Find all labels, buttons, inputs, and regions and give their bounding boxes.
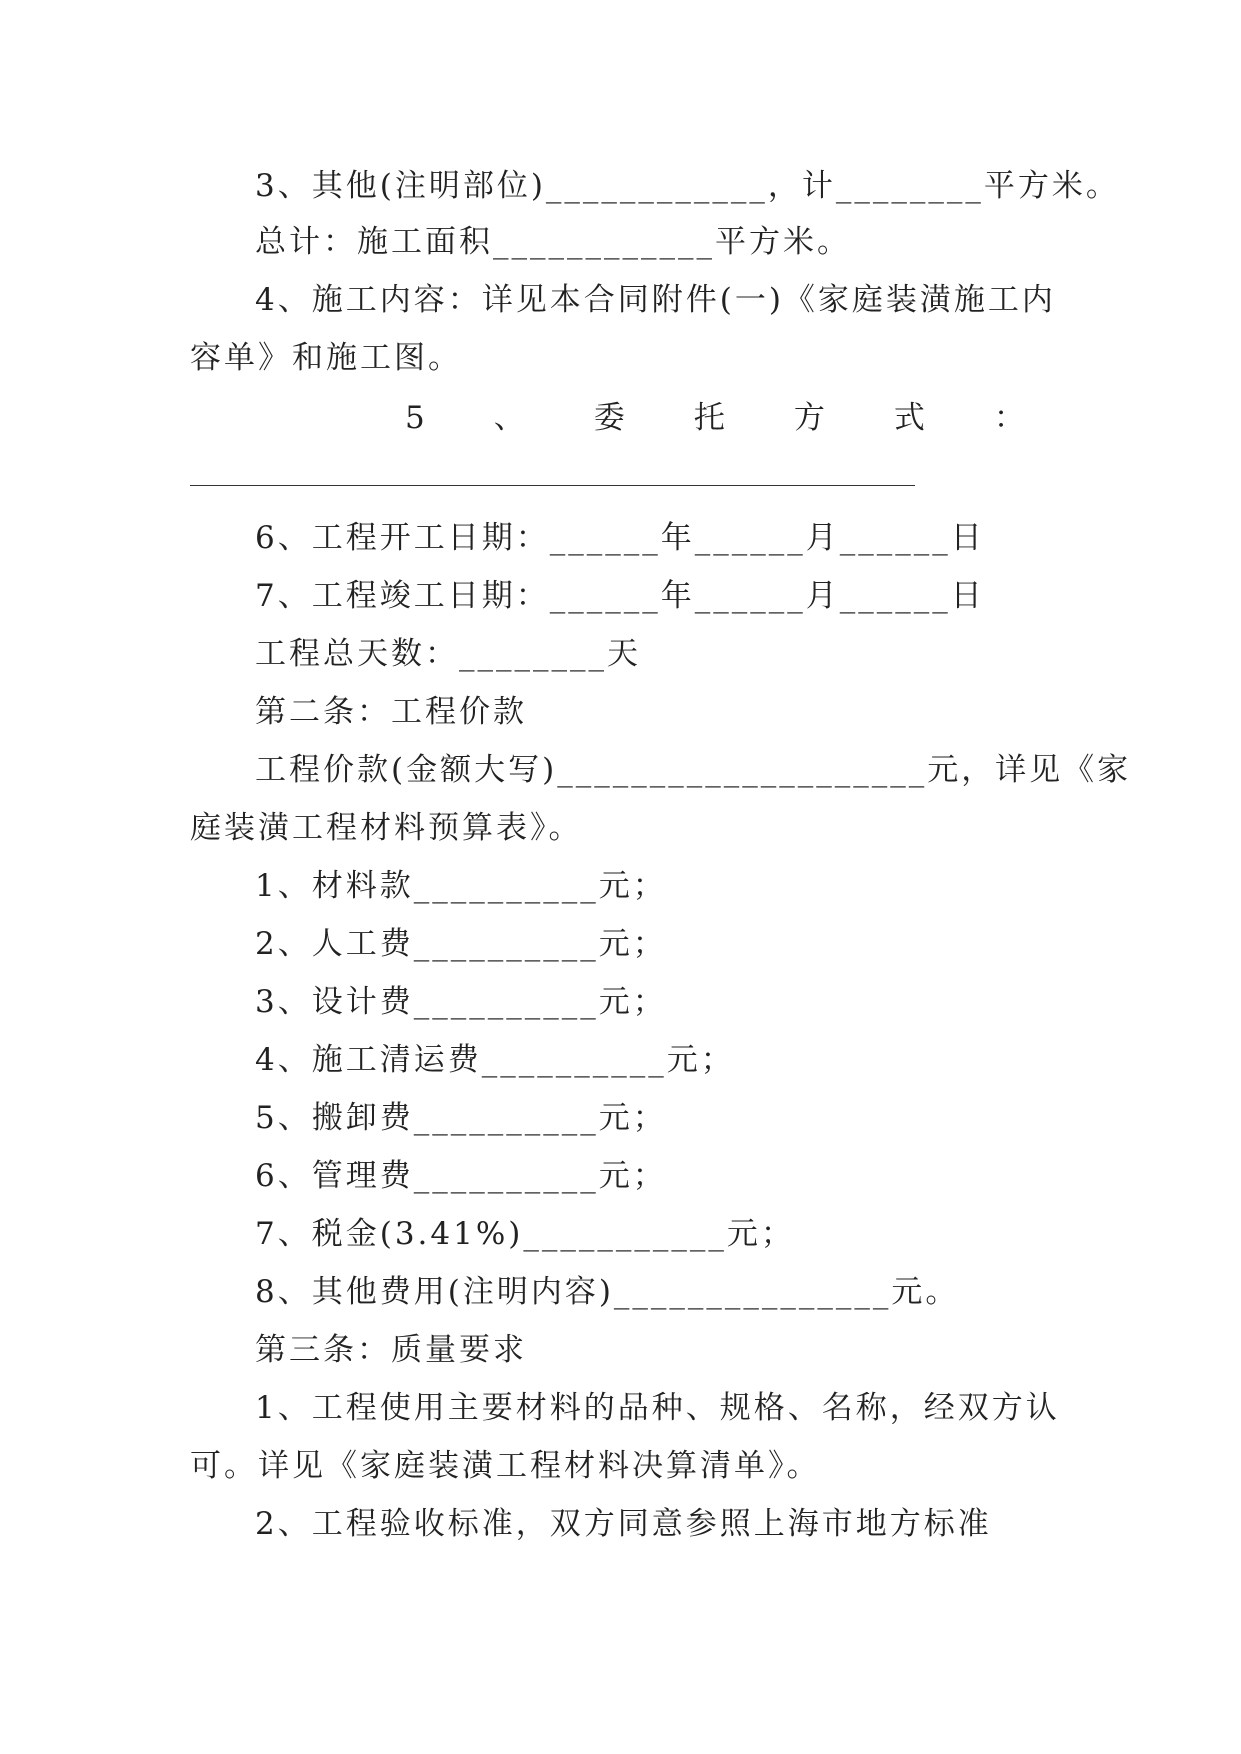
fee-labor: 2、人工费__________元； <box>255 926 667 962</box>
fee-tax: 7、税金(3.41%)___________元； <box>255 1216 795 1252</box>
entrust-sep: 、 <box>493 400 525 436</box>
completion-date: 7、工程竣工日期：______年______月______日 <box>255 578 985 614</box>
entrust-char-4: 式 <box>893 400 925 436</box>
item-3-other-area: 3、其他(注明部位)____________，计________平方米。 <box>255 168 1120 204</box>
entrust-colon: ： <box>993 400 1025 436</box>
fee-management: 6、管理费__________元； <box>255 1158 667 1194</box>
entrust-char-3: 方 <box>793 400 825 436</box>
entrust-number: 5 <box>405 400 425 436</box>
entrust-blank-line <box>190 485 915 486</box>
article-3-heading: 第三条：质量要求 <box>255 1332 527 1368</box>
start-date: 6、工程开工日期：______年______月______日 <box>255 520 985 556</box>
fee-cleanup: 4、施工清运费__________元； <box>255 1042 735 1078</box>
project-price-cont: 庭装潢工程材料预算表》。 <box>190 810 583 846</box>
item-4-content-cont: 容单》和施工图。 <box>190 340 462 376</box>
total-days: 工程总天数：________天 <box>255 636 641 672</box>
entrust-char-2: 托 <box>693 400 725 436</box>
item-5-entrust-method <box>405 398 1025 438</box>
fee-design: 3、设计费__________元； <box>255 984 667 1020</box>
fee-materials: 1、材料款__________元； <box>255 868 667 904</box>
quality-item-1-cont: 可。详见《家庭装潢工程材料决算清单》。 <box>190 1448 821 1484</box>
entrust-char-1: 委 <box>593 400 625 436</box>
project-price: 工程价款(金额大写)____________________元，详见《家 <box>255 752 1132 788</box>
item-4-content: 4、施工内容：详见本合同附件(一)《家庭装潢施工内 <box>255 282 1056 318</box>
quality-item-1: 1、工程使用主要材料的品种、规格、名称，经双方认 <box>255 1390 1060 1426</box>
quality-item-2: 2、工程验收标准，双方同意参照上海市地方标准 <box>255 1506 992 1542</box>
total-area: 总计：施工面积____________平方米。 <box>255 224 851 260</box>
fee-other: 8、其他费用(注明内容)_______________元。 <box>255 1274 960 1310</box>
fee-handling: 5、搬卸费__________元； <box>255 1100 667 1136</box>
article-2-heading: 第二条：工程价款 <box>255 694 527 730</box>
